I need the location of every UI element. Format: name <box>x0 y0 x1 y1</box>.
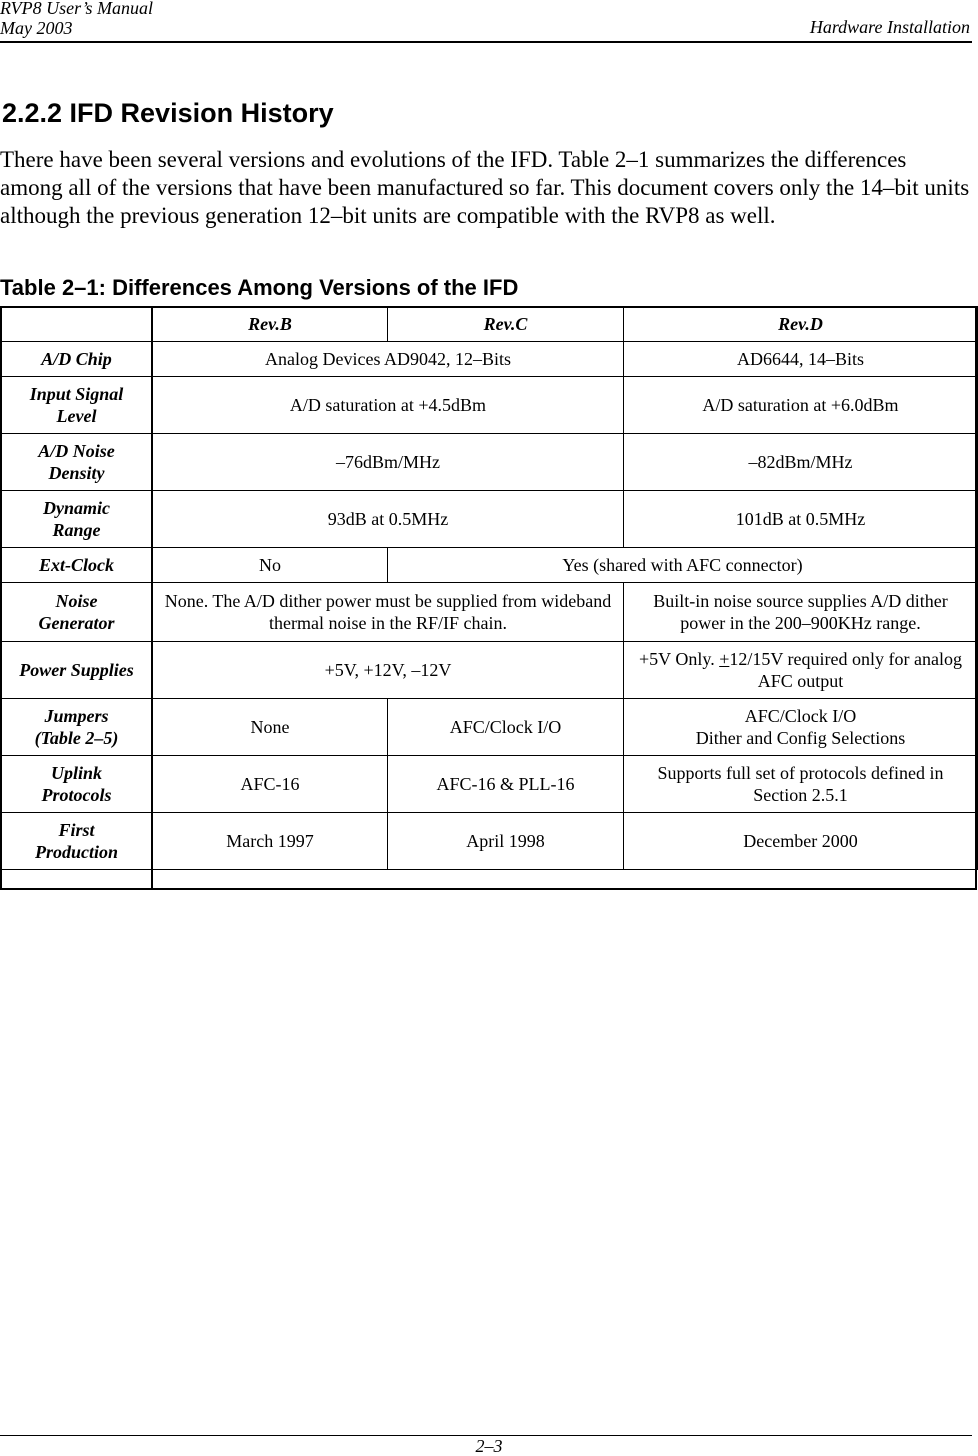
table-row-ad-noise <box>1 434 978 491</box>
cell-rev-d: A/D saturation at +6.0dBm <box>624 377 978 434</box>
cell-line: AFC/Clock I/O <box>744 706 857 726</box>
cell-rev-d <box>624 699 978 756</box>
row-label-line: Generator <box>38 613 115 633</box>
row-label-line: Density <box>48 463 105 483</box>
cell-rev-d: Supports full set of protocols defined in Section 2.5.1 <box>624 756 978 813</box>
power-prefix: +5V Only. <box>639 649 720 669</box>
cell-line: Dither and Config Selections <box>695 728 906 748</box>
row-label-line: Production <box>34 842 118 862</box>
table-row-ext-clock <box>1 548 978 583</box>
row-label-line: Noise <box>55 591 98 611</box>
column-header-empty <box>1 307 153 342</box>
row-label-line: Jumpers <box>44 706 109 726</box>
cell-rev-b: March 1997 <box>153 813 388 870</box>
table-header-row <box>1 307 978 342</box>
cell-rev-b: No <box>153 548 388 583</box>
running-header-chapter: Hardware Installation <box>809 17 970 37</box>
row-label-line: (Table 2–5) <box>34 728 119 748</box>
plus-minus-sign: + <box>719 649 730 669</box>
row-label <box>1 813 153 870</box>
section-body: There have been several versions and evolutions of the IFD. Table 2–1 summarizes the differences among all of the versions that have been manufactured so far. This document covers only the 14–bit units although the previous generation 12–bit units are compatible with the RVP8 as well. <box>0 147 970 228</box>
row-label-line: Protocols <box>41 785 112 805</box>
cell-rev-cd: Yes (shared with AFC connector) <box>388 548 978 583</box>
row-label <box>1 377 153 434</box>
cell-rev-c: AFC-16 & PLL-16 <box>388 756 624 813</box>
table-caption: Table 2–1: Differences Among Versions of the IFD <box>0 275 519 300</box>
row-label <box>1 491 153 548</box>
cell-rev-c: April 1998 <box>388 813 624 870</box>
running-header-left <box>0 0 153 38</box>
manual-title: RVP8 User’s Manual <box>0 0 153 18</box>
row-label-line: Dynamic <box>43 498 110 518</box>
cell-rev-d: December 2000 <box>624 813 978 870</box>
cell-rev-d: AD6644, 14–Bits <box>624 342 978 377</box>
cell-rev-b: None <box>153 699 388 756</box>
table-row-power-supplies <box>1 642 978 699</box>
cell-rev-d: –82dBm/MHz <box>624 434 978 491</box>
table-row-jumpers <box>1 699 978 756</box>
page-number: 2–3 <box>475 1436 503 1456</box>
table-label-column-rule <box>151 306 153 890</box>
row-label <box>1 699 153 756</box>
row-label-line: Level <box>56 406 97 426</box>
cell-rev-bc: +5V, +12V, –12V <box>153 642 624 699</box>
manual-date: May 2003 <box>0 18 73 38</box>
cell-rev-c: AFC/Clock I/O <box>388 699 624 756</box>
table-row-input-signal <box>1 377 978 434</box>
header-rule <box>0 41 972 43</box>
cell-rev-d: 101dB at 0.5MHz <box>624 491 978 548</box>
cell-rev-bc: None. The A/D dither power must be supplied from wideband thermal noise in the RF/IF chain. <box>153 583 624 642</box>
table-row-dynamic-range <box>1 491 978 548</box>
row-label <box>1 756 153 813</box>
row-label-line: First <box>58 820 95 840</box>
cell-rev-b: AFC-16 <box>153 756 388 813</box>
power-suffix: 12/15V required only for analog AFC output <box>729 649 962 691</box>
column-header-rev-c: Rev.C <box>388 307 624 342</box>
row-label: Ext-Clock <box>1 548 153 583</box>
table-row-first-production <box>1 813 978 870</box>
table-row-noise-generator <box>1 583 978 642</box>
row-label-line: A/D Noise <box>38 441 115 461</box>
cell-rev-d: Built-in noise source supplies A/D dither power in the 200–900KHz range. <box>624 583 978 642</box>
cell-rev-bc: 93dB at 0.5MHz <box>153 491 624 548</box>
row-label-line: Range <box>52 520 101 540</box>
table-row-uplink-protocols <box>1 756 978 813</box>
cell-rev-d <box>624 642 978 699</box>
row-label <box>1 434 153 491</box>
row-label-line: Input Signal <box>29 384 124 404</box>
section-title: 2.2.2 IFD Revision History <box>2 98 334 128</box>
row-label: Power Supplies <box>1 642 153 699</box>
column-header-rev-d: Rev.D <box>624 307 978 342</box>
column-header-rev-b: Rev.B <box>153 307 388 342</box>
row-label: A/D Chip <box>1 342 153 377</box>
cell-rev-bc: Analog Devices AD9042, 12–Bits <box>153 342 624 377</box>
cell-rev-bc: –76dBm/MHz <box>153 434 624 491</box>
row-label-line: Uplink <box>50 763 102 783</box>
cell-rev-bc: A/D saturation at +4.5dBm <box>153 377 624 434</box>
ifd-revision-table <box>0 306 978 870</box>
table-row-ad-chip <box>1 342 978 377</box>
row-label <box>1 583 153 642</box>
